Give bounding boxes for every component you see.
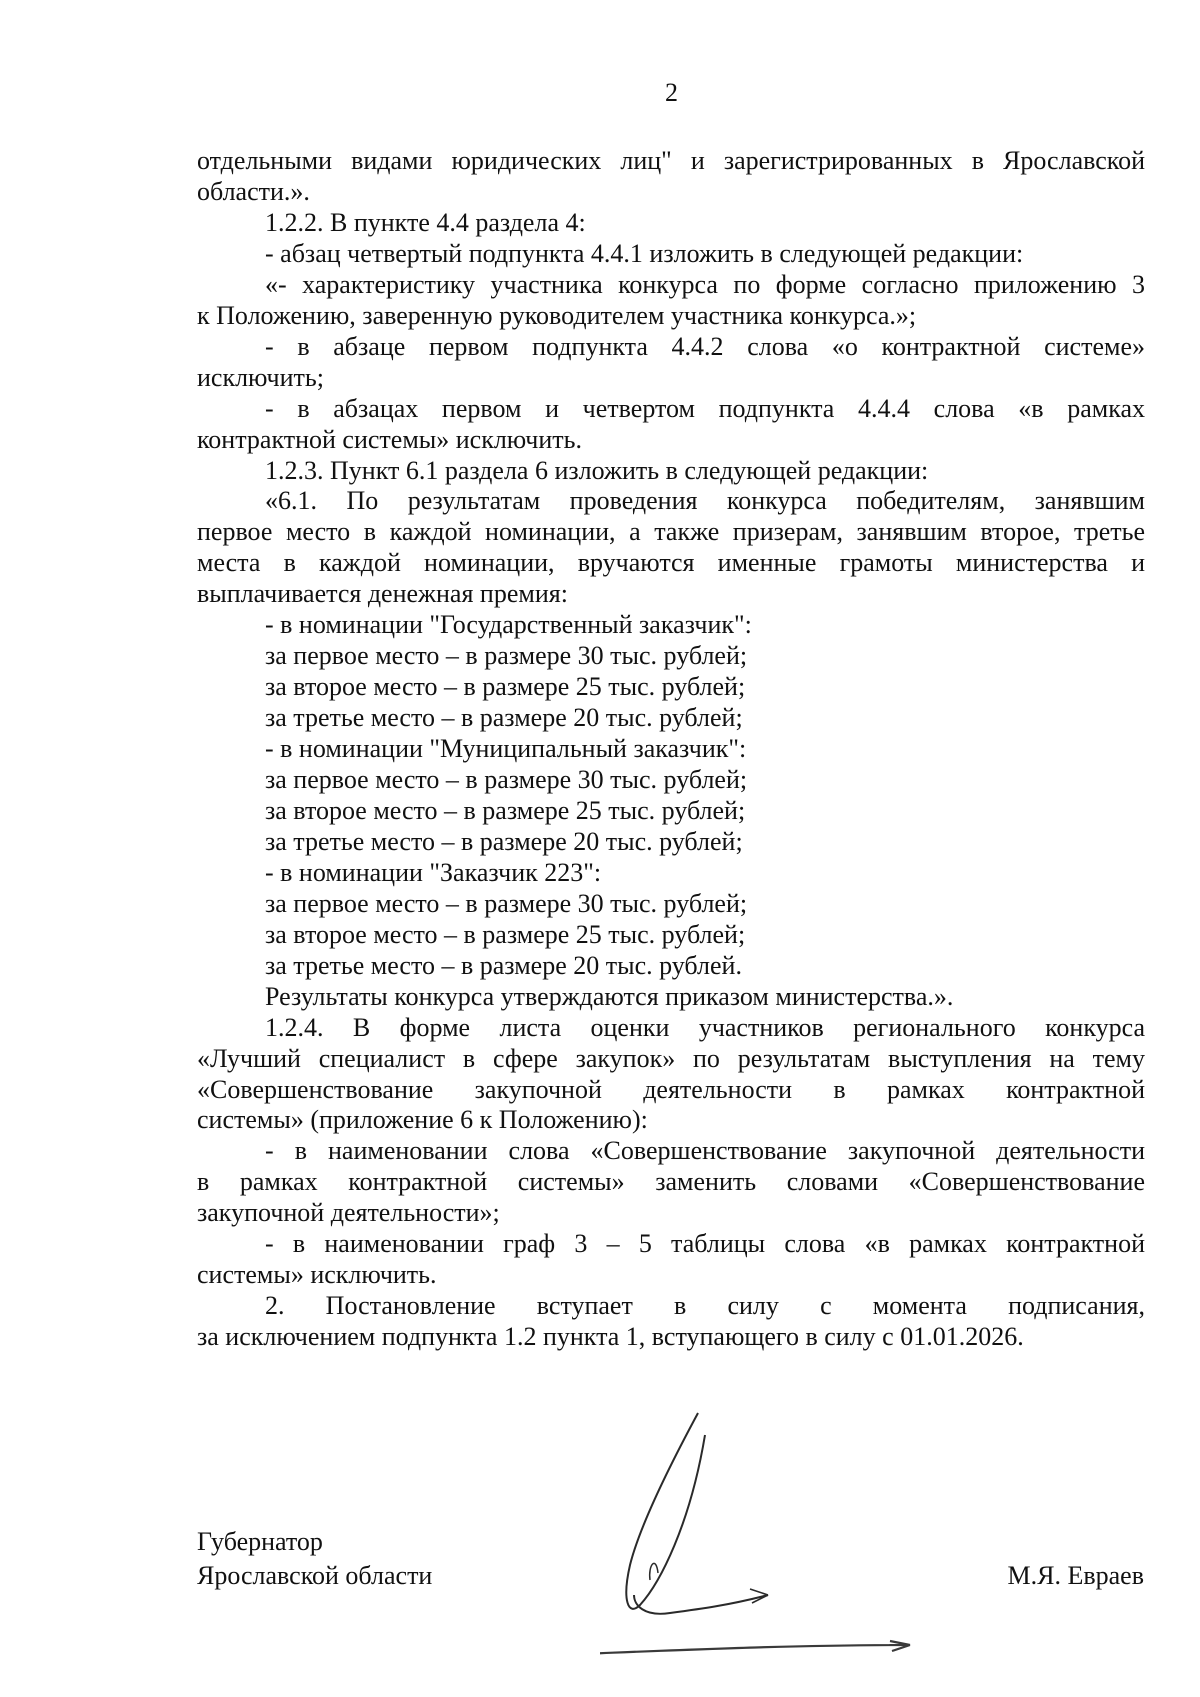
text-line: первое место в каждой номинации, а также призерам, занявшим второе, третье: [197, 517, 1145, 547]
text-line: 1.2.3. Пункт 6.1 раздела 6 изложить в следующей редакции:: [265, 455, 929, 485]
text-line: - в наименовании граф 3 – 5 таблицы слова «в рамках контрактной: [265, 1229, 1145, 1259]
text-line: - абзац четвертый подпункта 4.4.1 изложить в следующей редакции:: [265, 238, 1024, 268]
text-line: области.».: [197, 176, 310, 206]
text-line: за третье место – в размере 20 тыс. рублей;: [265, 826, 743, 856]
text-line: исключить;: [197, 362, 324, 392]
text-line: - в номинации "Муниципальный заказчик":: [265, 734, 747, 764]
text-line: в рамках контрактной системы» заменить словами «Совершенствование: [197, 1167, 1145, 1197]
text-line: Результаты конкурса утверждаются приказом министерства.».: [265, 981, 954, 1011]
text-line: за первое место – в размере 30 тыс. рублей;: [265, 888, 748, 918]
text-line: закупочной деятельности»;: [197, 1198, 500, 1228]
page-number: 2: [665, 78, 678, 107]
text-line: - в абзаце первом подпункта 4.4.2 слова «о контрактной системе»: [265, 331, 1145, 361]
text-line: за третье место – в размере 20 тыс. рублей;: [265, 703, 743, 733]
text-line: 2. Постановление вступает в силу с момента подписания,: [265, 1291, 1145, 1321]
handwritten-signature: [600, 1405, 980, 1665]
text-line: - в номинации "Заказчик 223":: [265, 857, 602, 887]
signatory-position-line2: Ярославской области: [197, 1561, 433, 1590]
text-line: системы» исключить.: [197, 1260, 437, 1290]
text-line: за первое место – в размере 30 тыс. рублей;: [265, 641, 748, 671]
text-line: 1.2.2. В пункте 4.4 раздела 4:: [265, 207, 586, 237]
text-line: к Положению, заверенную руководителем участника конкурса.»;: [197, 300, 917, 330]
text-line: «6.1. По результатам проведения конкурса победителям, занявшим: [265, 486, 1145, 516]
text-line: отдельными видами юридических лиц" и зарегистрированных в Ярославской: [197, 146, 1145, 175]
text-line: - в номинации "Государственный заказчик":: [265, 610, 752, 640]
text-line: системы» (приложение 6 к Положению):: [197, 1105, 648, 1135]
text-line: 1.2.4. В форме листа оценки участников регионального конкурса: [265, 1012, 1145, 1042]
text-line: за второе место – в размере 25 тыс. рублей;: [265, 919, 746, 949]
text-line: за второе место – в размере 25 тыс. рублей;: [265, 795, 746, 825]
text-line: за исключением подпункта 1.2 пункта 1, вступающего в силу с 01.01.2026.: [197, 1322, 1024, 1352]
text-line: за второе место – в размере 25 тыс. рублей;: [265, 672, 746, 702]
text-line: контрактной системы» исключить.: [197, 424, 582, 454]
text-line: - в абзацах первом и четвертом подпункта 4.4.4 слова «в рамках: [265, 393, 1145, 423]
text-line: выплачивается денежная премия:: [197, 579, 568, 609]
text-line: «Совершенствование закупочной деятельности в рамках контрактной: [197, 1074, 1145, 1104]
text-line: места в каждой номинации, вручаются именные грамоты министерства и: [197, 548, 1145, 578]
signatory-name: М.Я. Евраев: [1007, 1561, 1144, 1590]
signatory-position-line1: Губернатор: [197, 1527, 323, 1556]
text-line: - в наименовании слова «Совершенствование закупочной деятельности: [265, 1136, 1145, 1166]
text-line: «- характеристику участника конкурса по форме согласно приложению 3: [265, 269, 1145, 299]
text-line: за первое место – в размере 30 тыс. рублей;: [265, 765, 748, 794]
text-line: «Лучший специалист в сфере закупок» по результатам выступления на тему: [197, 1043, 1145, 1073]
text-line: за третье место – в размере 20 тыс. рублей.: [265, 950, 742, 980]
